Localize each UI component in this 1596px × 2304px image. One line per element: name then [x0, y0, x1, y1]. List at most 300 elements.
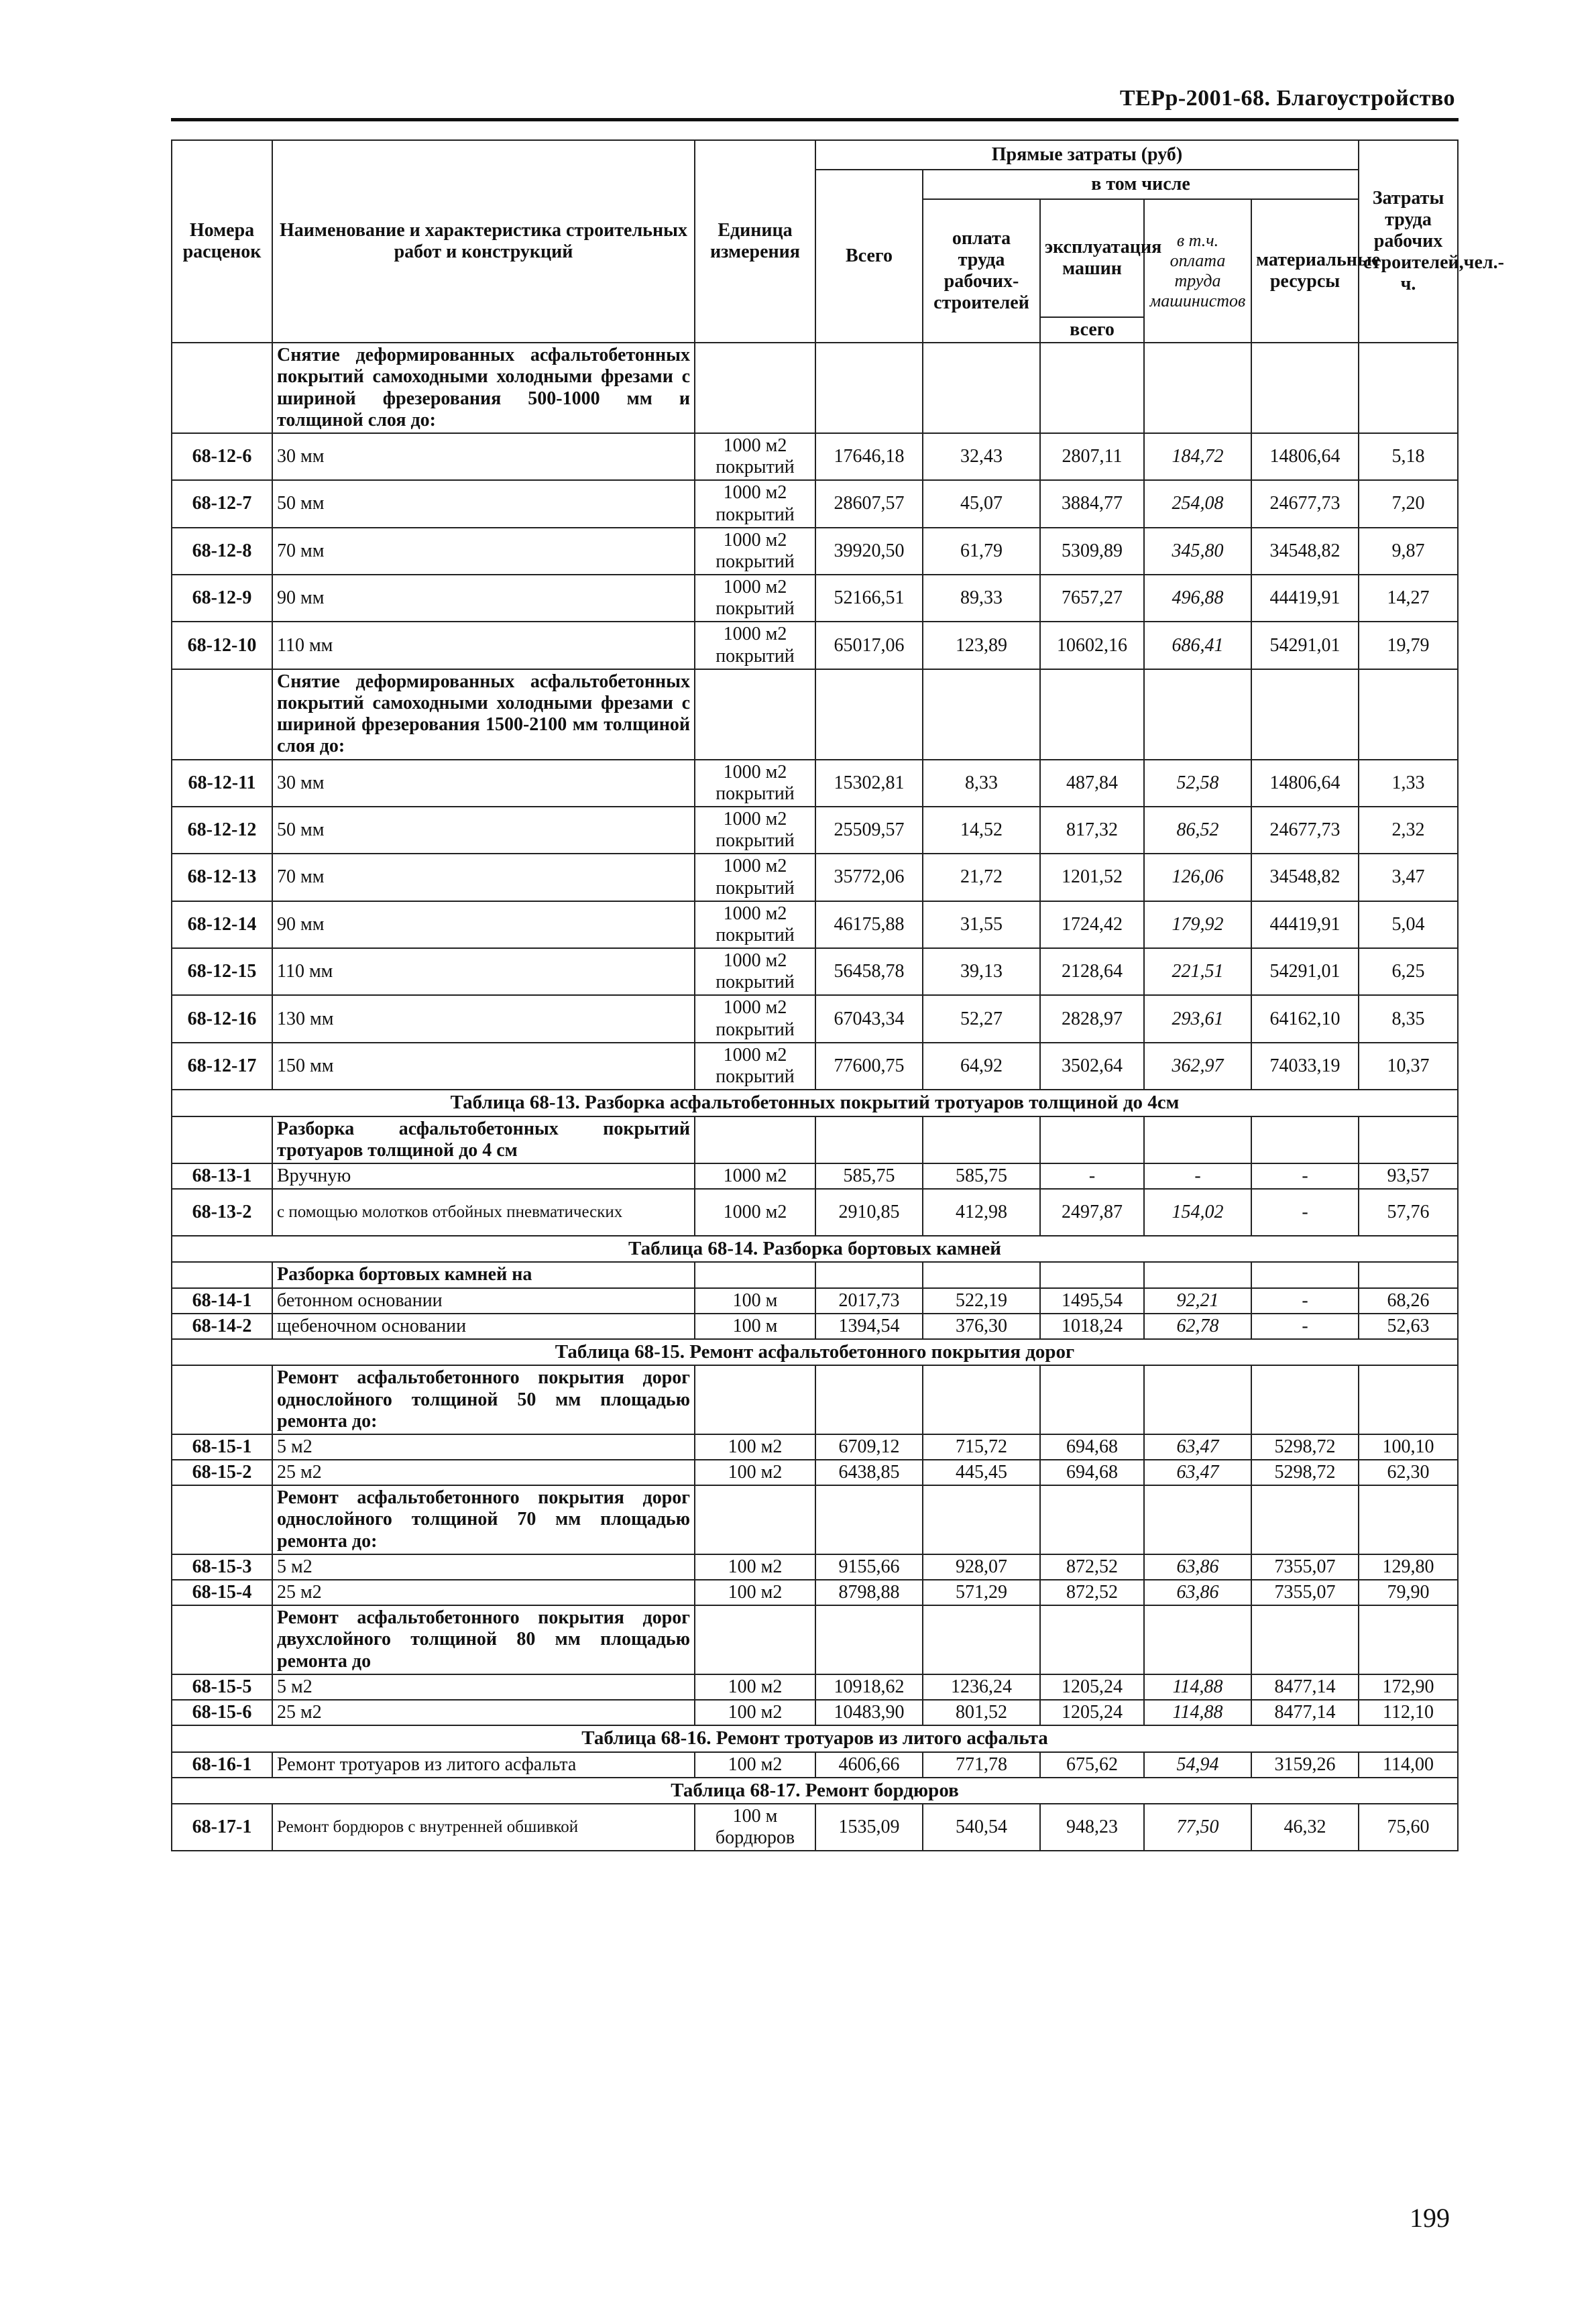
col-header-machinists-pay: в т.ч. оплата труда машинистов: [1144, 199, 1251, 343]
machines-cost: 3884,77: [1040, 480, 1144, 527]
unit-of-measure: 100 м2: [695, 1752, 815, 1778]
materials-cost: -: [1251, 1163, 1359, 1189]
total-cost: 17646,18: [815, 433, 923, 480]
empty-cell: [695, 343, 815, 433]
machines-cost: -: [1040, 1163, 1144, 1189]
machinists-pay: 686,41: [1144, 622, 1251, 669]
col-header-machines-total: всего: [1040, 317, 1144, 343]
machinists-pay: 221,51: [1144, 948, 1251, 995]
rate-code: 68-12-7: [172, 480, 272, 527]
work-name: 90 мм: [272, 901, 695, 948]
empty-cell: [172, 1365, 272, 1434]
empty-cell: [923, 343, 1040, 433]
empty-cell: [923, 1116, 1040, 1163]
labor-hours: 100,10: [1359, 1434, 1458, 1460]
rate-code: 68-15-5: [172, 1674, 272, 1700]
empty-cell: [172, 1262, 272, 1287]
rate-code: 68-12-12: [172, 807, 272, 854]
machines-cost: 487,84: [1040, 760, 1144, 807]
labor-pay: 1236,24: [923, 1674, 1040, 1700]
total-cost: 6438,85: [815, 1460, 923, 1485]
machines-cost: 1495,54: [1040, 1288, 1144, 1314]
table-title-row: [172, 1778, 1458, 1804]
machinists-pay: 293,61: [1144, 995, 1251, 1042]
materials-cost: 5298,72: [1251, 1434, 1359, 1460]
empty-cell: [1144, 1116, 1251, 1163]
col-header-direct: Прямые затраты (руб): [815, 140, 1359, 170]
machines-cost: 694,68: [1040, 1460, 1144, 1485]
empty-cell: [695, 1365, 815, 1434]
page-number: 199: [1410, 2203, 1450, 2233]
labor-pay: 412,98: [923, 1189, 1040, 1236]
empty-cell: [815, 1605, 923, 1674]
work-name: 25 м2: [272, 1460, 695, 1485]
work-name: 110 мм: [272, 622, 695, 669]
machines-cost: 694,68: [1040, 1434, 1144, 1460]
table-title: Таблица 68-16. Ремонт тротуаров из литого асфальта: [172, 1725, 1458, 1751]
empty-cell: [1251, 669, 1359, 760]
unit-of-measure: 1000 м2 покрытий: [695, 575, 815, 622]
materials-cost: 24677,73: [1251, 807, 1359, 854]
table-row: [172, 622, 1458, 669]
group-title: Снятие деформированных асфальтобетонных покрытий самоходными холодными фрезами с шириной фрезерования 500-1000 мм и толщиной слоя до:: [272, 343, 695, 433]
empty-cell: [815, 1365, 923, 1434]
rate-code: 68-12-14: [172, 901, 272, 948]
table-row: [172, 480, 1458, 527]
rate-code: 68-13-2: [172, 1189, 272, 1236]
table-row: [172, 1700, 1458, 1725]
empty-cell: [1359, 1116, 1458, 1163]
labor-hours: 7,20: [1359, 480, 1458, 527]
work-name: 30 мм: [272, 433, 695, 480]
materials-cost: 3159,26: [1251, 1752, 1359, 1778]
group-title: Ремонт асфальтобетонного покрытия дорог однослойного толщиной 50 мм площадью ремонта до:: [272, 1365, 695, 1434]
machines-cost: 872,52: [1040, 1554, 1144, 1580]
materials-cost: 34548,82: [1251, 854, 1359, 901]
col-header-including: в том числе: [923, 170, 1359, 199]
unit-of-measure: 100 м бордюров: [695, 1804, 815, 1851]
labor-hours: 10,37: [1359, 1043, 1458, 1090]
group-row: [172, 1116, 1458, 1163]
empty-cell: [1144, 1365, 1251, 1434]
empty-cell: [1359, 1262, 1458, 1287]
total-cost: 39920,50: [815, 528, 923, 575]
total-cost: 67043,34: [815, 995, 923, 1042]
machines-cost: 1205,24: [1040, 1674, 1144, 1700]
col-header-labor-cost: Затраты труда рабочих строителей,чел.-ч.: [1359, 140, 1458, 343]
labor-pay: 52,27: [923, 995, 1040, 1042]
materials-cost: 54291,01: [1251, 622, 1359, 669]
materials-cost: -: [1251, 1189, 1359, 1236]
work-name: 50 мм: [272, 807, 695, 854]
labor-pay: 8,33: [923, 760, 1040, 807]
table-row: [172, 1752, 1458, 1778]
col-header-materials: материальные ресурсы: [1251, 199, 1359, 343]
total-cost: 2910,85: [815, 1189, 923, 1236]
empty-cell: [923, 1605, 1040, 1674]
materials-cost: 44419,91: [1251, 575, 1359, 622]
empty-cell: [695, 1605, 815, 1674]
total-cost: 56458,78: [815, 948, 923, 995]
materials-cost: 44419,91: [1251, 901, 1359, 948]
labor-hours: 5,04: [1359, 901, 1458, 948]
empty-cell: [1144, 1262, 1251, 1287]
empty-cell: [172, 669, 272, 760]
work-name: 30 мм: [272, 760, 695, 807]
table-row: [172, 948, 1458, 995]
unit-of-measure: 1000 м2 покрытий: [695, 760, 815, 807]
table-row: [172, 575, 1458, 622]
unit-of-measure: 100 м2: [695, 1460, 815, 1485]
machines-cost: 872,52: [1040, 1580, 1144, 1605]
machines-cost: 2128,64: [1040, 948, 1144, 995]
rate-code: 68-12-10: [172, 622, 272, 669]
total-cost: 4606,66: [815, 1752, 923, 1778]
group-title: Ремонт асфальтобетонного покрытия дорог однослойного толщиной 70 мм площадью ремонта до:: [272, 1485, 695, 1554]
unit-of-measure: 1000 м2 покрытий: [695, 901, 815, 948]
unit-of-measure: 100 м2: [695, 1700, 815, 1725]
empty-cell: [695, 1485, 815, 1554]
total-cost: 10483,90: [815, 1700, 923, 1725]
labor-hours: 52,63: [1359, 1314, 1458, 1339]
rate-code: 68-12-8: [172, 528, 272, 575]
work-name: щебеночном основании: [272, 1314, 695, 1339]
materials-cost: 54291,01: [1251, 948, 1359, 995]
empty-cell: [1144, 1605, 1251, 1674]
labor-hours: 1,33: [1359, 760, 1458, 807]
empty-cell: [1359, 1485, 1458, 1554]
empty-cell: [1251, 1262, 1359, 1287]
rate-code: 68-17-1: [172, 1804, 272, 1851]
machinists-pay: 126,06: [1144, 854, 1251, 901]
group-row: [172, 1262, 1458, 1287]
work-name: 25 м2: [272, 1700, 695, 1725]
labor-hours: 5,18: [1359, 433, 1458, 480]
rates-table: [171, 139, 1504, 1851]
machines-cost: 3502,64: [1040, 1043, 1144, 1090]
materials-cost: 8477,14: [1251, 1700, 1359, 1725]
empty-cell: [1040, 1485, 1144, 1554]
table-row: [172, 854, 1458, 901]
total-cost: 8798,88: [815, 1580, 923, 1605]
table-title: Таблица 68-13. Разборка асфальтобетонных покрытий тротуаров толщиной до 4см: [172, 1090, 1458, 1116]
work-name: Ремонт бордюров с внутренней обшивкой: [272, 1804, 695, 1851]
rate-code: 68-13-1: [172, 1163, 272, 1189]
table-row: [172, 1674, 1458, 1700]
table-row: [172, 1189, 1458, 1236]
rate-code: 68-15-6: [172, 1700, 272, 1725]
table-row: [172, 901, 1458, 948]
rates-table-body: [172, 140, 1504, 1851]
materials-cost: -: [1251, 1288, 1359, 1314]
table-title-row: [172, 1090, 1458, 1116]
labor-hours: 14,27: [1359, 575, 1458, 622]
total-cost: 52166,51: [815, 575, 923, 622]
group-row: [172, 343, 1458, 433]
machinists-pay: 92,21: [1144, 1288, 1251, 1314]
work-name: Вручную: [272, 1163, 695, 1189]
total-cost: 25509,57: [815, 807, 923, 854]
machinists-pay: 63,47: [1144, 1460, 1251, 1485]
work-name: 110 мм: [272, 948, 695, 995]
labor-hours: 6,25: [1359, 948, 1458, 995]
rate-code: 68-12-15: [172, 948, 272, 995]
empty-cell: [815, 1116, 923, 1163]
unit-of-measure: 100 м2: [695, 1580, 815, 1605]
empty-cell: [1251, 343, 1359, 433]
total-cost: 2017,73: [815, 1288, 923, 1314]
work-name: 70 мм: [272, 854, 695, 901]
rate-code: 68-14-2: [172, 1314, 272, 1339]
machinists-pay: 114,88: [1144, 1674, 1251, 1700]
unit-of-measure: 1000 м2: [695, 1163, 815, 1189]
empty-cell: [1144, 669, 1251, 760]
work-name: 150 мм: [272, 1043, 695, 1090]
rate-code: 68-12-6: [172, 433, 272, 480]
rate-code: 68-12-16: [172, 995, 272, 1042]
machinists-pay: 345,80: [1144, 528, 1251, 575]
unit-of-measure: 100 м2: [695, 1554, 815, 1580]
labor-pay: 45,07: [923, 480, 1040, 527]
work-name: 90 мм: [272, 575, 695, 622]
empty-cell: [1359, 343, 1458, 433]
materials-cost: 8477,14: [1251, 1674, 1359, 1700]
total-cost: 77600,75: [815, 1043, 923, 1090]
empty-cell: [172, 1116, 272, 1163]
unit-of-measure: 100 м2: [695, 1674, 815, 1700]
unit-of-measure: 1000 м2 покрытий: [695, 528, 815, 575]
labor-hours: 9,87: [1359, 528, 1458, 575]
rate-code: 68-15-2: [172, 1460, 272, 1485]
machinists-pay: 54,94: [1144, 1752, 1251, 1778]
labor-pay: 123,89: [923, 622, 1040, 669]
machines-cost: 5309,89: [1040, 528, 1144, 575]
table-row: [172, 1460, 1458, 1485]
empty-cell: [923, 669, 1040, 760]
unit-of-measure: 100 м: [695, 1314, 815, 1339]
table-title-row: [172, 1725, 1458, 1751]
table-title: Таблица 68-14. Разборка бортовых камней: [172, 1236, 1458, 1262]
machinists-pay: 62,78: [1144, 1314, 1251, 1339]
table-row: [172, 760, 1458, 807]
machinists-pay: 179,92: [1144, 901, 1251, 948]
table-title: Таблица 68-17. Ремонт бордюров: [172, 1778, 1458, 1804]
table-row: [172, 995, 1458, 1042]
header-rule: [171, 118, 1459, 121]
machines-cost: 817,32: [1040, 807, 1144, 854]
unit-of-measure: 1000 м2 покрытий: [695, 995, 815, 1042]
machines-cost: 675,62: [1040, 1752, 1144, 1778]
labor-hours: 8,35: [1359, 995, 1458, 1042]
materials-cost: 7355,07: [1251, 1554, 1359, 1580]
empty-cell: [815, 1485, 923, 1554]
machinists-pay: 254,08: [1144, 480, 1251, 527]
total-cost: 46175,88: [815, 901, 923, 948]
empty-cell: [1251, 1605, 1359, 1674]
machines-cost: 10602,16: [1040, 622, 1144, 669]
total-cost: 28607,57: [815, 480, 923, 527]
machinists-pay: 63,86: [1144, 1580, 1251, 1605]
materials-cost: 7355,07: [1251, 1580, 1359, 1605]
table-row: [172, 1434, 1458, 1460]
materials-cost: 14806,64: [1251, 760, 1359, 807]
table-row: [172, 1163, 1458, 1189]
empty-cell: [1251, 1116, 1359, 1163]
empty-cell: [1359, 669, 1458, 760]
labor-hours: 114,00: [1359, 1752, 1458, 1778]
group-row: [172, 1605, 1458, 1674]
total-cost: 1535,09: [815, 1804, 923, 1851]
machines-cost: 1018,24: [1040, 1314, 1144, 1339]
labor-pay: 14,52: [923, 807, 1040, 854]
machinists-pay: 496,88: [1144, 575, 1251, 622]
col-header-unit: Единица измерения: [695, 140, 815, 343]
work-name: бетонном основании: [272, 1288, 695, 1314]
group-row: [172, 1365, 1458, 1434]
empty-cell: [815, 1262, 923, 1287]
empty-cell: [1251, 1485, 1359, 1554]
machinists-pay: 114,88: [1144, 1700, 1251, 1725]
materials-cost: 74033,19: [1251, 1043, 1359, 1090]
unit-of-measure: 1000 м2 покрытий: [695, 622, 815, 669]
empty-cell: [1040, 1262, 1144, 1287]
total-cost: 6709,12: [815, 1434, 923, 1460]
table-row: [172, 807, 1458, 854]
col-header-machines: эксплуатация машин: [1040, 199, 1144, 317]
table-row: [172, 1288, 1458, 1314]
rate-code: 68-12-17: [172, 1043, 272, 1090]
labor-pay: 715,72: [923, 1434, 1040, 1460]
empty-cell: [695, 669, 815, 760]
table-title-row: [172, 1236, 1458, 1262]
table-row: [172, 1314, 1458, 1339]
work-name: 70 мм: [272, 528, 695, 575]
table-row: [172, 528, 1458, 575]
materials-cost: 24677,73: [1251, 480, 1359, 527]
machinists-pay: -: [1144, 1163, 1251, 1189]
col-header-code: Номера расценок: [172, 140, 272, 343]
labor-hours: 2,32: [1359, 807, 1458, 854]
labor-hours: 129,80: [1359, 1554, 1458, 1580]
empty-cell: [923, 1262, 1040, 1287]
labor-pay: 61,79: [923, 528, 1040, 575]
work-name: 25 м2: [272, 1580, 695, 1605]
empty-cell: [815, 343, 923, 433]
total-cost: 1394,54: [815, 1314, 923, 1339]
labor-pay: 39,13: [923, 948, 1040, 995]
machines-cost: 7657,27: [1040, 575, 1144, 622]
labor-pay: 31,55: [923, 901, 1040, 948]
unit-of-measure: 1000 м2 покрытий: [695, 1043, 815, 1090]
labor-pay: 571,29: [923, 1580, 1040, 1605]
empty-cell: [1040, 1116, 1144, 1163]
empty-cell: [923, 1365, 1040, 1434]
labor-hours: 112,10: [1359, 1700, 1458, 1725]
unit-of-measure: 1000 м2 покрытий: [695, 948, 815, 995]
labor-hours: 172,90: [1359, 1674, 1458, 1700]
rate-code: 68-12-9: [172, 575, 272, 622]
rate-code: 68-12-11: [172, 760, 272, 807]
total-cost: 585,75: [815, 1163, 923, 1189]
empty-cell: [695, 1116, 815, 1163]
empty-cell: [1144, 343, 1251, 433]
machines-cost: 2497,87: [1040, 1189, 1144, 1236]
rate-code: 68-15-1: [172, 1434, 272, 1460]
labor-pay: 801,52: [923, 1700, 1040, 1725]
materials-cost: 46,32: [1251, 1804, 1359, 1851]
labor-pay: 522,19: [923, 1288, 1040, 1314]
empty-cell: [1040, 669, 1144, 760]
rate-code: 68-15-3: [172, 1554, 272, 1580]
total-cost: 10918,62: [815, 1674, 923, 1700]
materials-cost: 14806,64: [1251, 433, 1359, 480]
total-cost: 9155,66: [815, 1554, 923, 1580]
labor-pay: 928,07: [923, 1554, 1040, 1580]
empty-cell: [172, 1485, 272, 1554]
col-header-total: Всего: [815, 170, 923, 343]
labor-pay: 540,54: [923, 1804, 1040, 1851]
materials-cost: 34548,82: [1251, 528, 1359, 575]
table-row: [172, 1580, 1458, 1605]
unit-of-measure: 1000 м2 покрытий: [695, 807, 815, 854]
empty-cell: [1040, 1605, 1144, 1674]
group-title: Разборка асфальтобетонных покрытий тротуаров толщиной до 4 см: [272, 1116, 695, 1163]
labor-pay: 585,75: [923, 1163, 1040, 1189]
machinists-pay: 184,72: [1144, 433, 1251, 480]
empty-cell: [1359, 1365, 1458, 1434]
unit-of-measure: 100 м2: [695, 1434, 815, 1460]
work-name: с помощью молотков отбойных пневматических: [272, 1189, 695, 1236]
unit-of-measure: 100 м: [695, 1288, 815, 1314]
empty-cell: [172, 1605, 272, 1674]
labor-pay: 32,43: [923, 433, 1040, 480]
materials-cost: 64162,10: [1251, 995, 1359, 1042]
labor-hours: 3,47: [1359, 854, 1458, 901]
machinists-pay: 52,58: [1144, 760, 1251, 807]
total-cost: 35772,06: [815, 854, 923, 901]
labor-pay: 376,30: [923, 1314, 1040, 1339]
unit-of-measure: 1000 м2: [695, 1189, 815, 1236]
labor-hours: 79,90: [1359, 1580, 1458, 1605]
labor-hours: 68,26: [1359, 1288, 1458, 1314]
labor-pay: 89,33: [923, 575, 1040, 622]
empty-cell: [923, 1485, 1040, 1554]
group-title: Ремонт асфальтобетонного покрытия дорог двухслойного толщиной 80 мм площадью ремонта до: [272, 1605, 695, 1674]
empty-cell: [1040, 1365, 1144, 1434]
col-header-labor-pay: оплата труда рабочих-строителей: [923, 199, 1040, 343]
rate-code: 68-15-4: [172, 1580, 272, 1605]
machinists-pay: 86,52: [1144, 807, 1251, 854]
unit-of-measure: 1000 м2 покрытий: [695, 480, 815, 527]
materials-cost: 5298,72: [1251, 1460, 1359, 1485]
empty-cell: [815, 669, 923, 760]
labor-pay: 445,45: [923, 1460, 1040, 1485]
empty-cell: [695, 1262, 815, 1287]
labor-hours: 57,76: [1359, 1189, 1458, 1236]
col-header-name: Наименование и характеристика строительных работ и конструкций: [272, 140, 695, 343]
table-row: [172, 1554, 1458, 1580]
table-row: [172, 1804, 1458, 1851]
empty-cell: [1359, 1605, 1458, 1674]
work-name: 5 м2: [272, 1554, 695, 1580]
empty-cell: [1040, 343, 1144, 433]
empty-cell: [1251, 1365, 1359, 1434]
labor-hours: 75,60: [1359, 1804, 1458, 1851]
table-row: [172, 433, 1458, 480]
work-name: 130 мм: [272, 995, 695, 1042]
labor-pay: 64,92: [923, 1043, 1040, 1090]
table-title: Таблица 68-15. Ремонт асфальтобетонного покрытия дорог: [172, 1339, 1458, 1365]
